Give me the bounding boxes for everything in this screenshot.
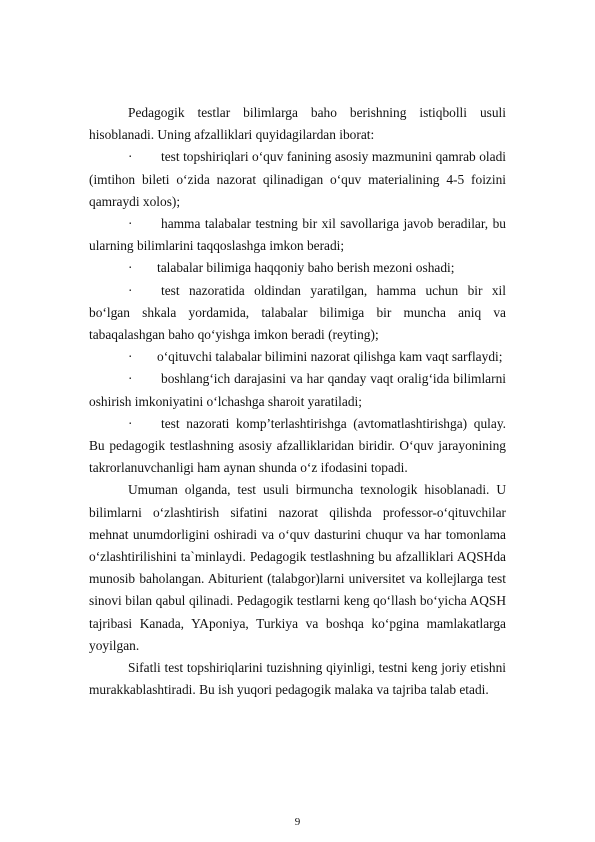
bullet-mark: · <box>128 149 133 165</box>
body-paragraph: Umuman olganda, test usuli birmuncha texnologik hisoblanadi. U bilimlarni o‘zlashtirish sifatini nazorat qilishda professor-o‘qituvchilar mehnat unumdorligini oshiradi va o‘quv dasturini chuqur va har tomonlama o‘zlashtirilishini ta`minlaydi. Pedagogik testlashning bu afzalliklari AQSHda munosib baholangan. Abiturient (talabgor)larni universitet va kollejlarga test sinovi bilan qabul qilinadi. Pedagogik testlarni keng qo‘llash bo‘yicha AQSH tajribasi Kanada, YAponiya, Turkiya va boshqa ko‘pgina mamlakatlarga yoyilgan. <box>89 482 506 653</box>
list-item <box>89 346 506 368</box>
body-paragraph: Sifatli test topshiriqlarini tuzishning qiyinligi, testni keng joriy etishni murakkablashtiradi. Bu ish yuqori pedagogik malaka va tajriba talab etadi. <box>89 660 506 698</box>
bullet-mark: · <box>128 216 133 232</box>
list-item-text: test nazoratida oldindan yaratilgan, hamma uchun bir xil bo‘lgan shkala yordamida, talabalar bilimiga bir muncha aniq va tabaqalashgan baho qo‘yishga imkon beradi (reyting); <box>89 282 506 343</box>
intro-paragraph: Pedagogik testlar bilimlarga baho berishning istiqbolli usuli hisoblanadi. Uning afzalliklari quyidagilardan iborat: <box>89 105 506 143</box>
list-item <box>89 413 506 480</box>
list-item-text: boshlang‘ich darajasini va har qanday vaqt oralig‘ida bilimlarni oshirish imkoniyatini o‘lchashga sharoit yaratiladi; <box>89 371 506 409</box>
list-item-text: o‘qituvchi talabalar bilimini nazorat qilishga kam vaqt sarflaydi; <box>157 349 503 365</box>
page-number: 9 <box>294 816 301 828</box>
list-item <box>89 213 506 257</box>
bullet-mark: · <box>128 282 133 298</box>
list-item <box>89 146 506 213</box>
document-body <box>89 102 506 701</box>
list-item-text: hamma talabalar testning bir xil savollariga javob beradilar, bu ularning bilimlarini taqqoslashga imkon beradi; <box>89 216 506 254</box>
list-item <box>89 257 506 279</box>
list-item <box>89 280 506 347</box>
bullet-mark: · <box>128 260 133 276</box>
list-item <box>89 368 506 412</box>
list-item-text: test nazorati komp’terlashtirishga (avtomatlashtirishga) qulay. Bu pedagogik testlashning asosiy afzalliklaridan biridir. O‘quv jarayonining takrorlanuvchanligi ham aynan shunda o‘z ifodasini topadi. <box>89 415 506 476</box>
bullet-mark: · <box>128 349 133 365</box>
list-item-text: talabalar bilimiga haqqoniy baho berish mezoni oshadi; <box>157 260 455 276</box>
bullet-mark: · <box>128 415 133 431</box>
bullet-mark: · <box>128 371 133 387</box>
list-item-text: test topshiriqlari o‘quv fanining asosiy mazmunini qamrab oladi (imtihon bileti o‘zida nazorat qilinadigan o‘quv materialining 4-5 foizini qamraydi xolos); <box>89 149 506 209</box>
